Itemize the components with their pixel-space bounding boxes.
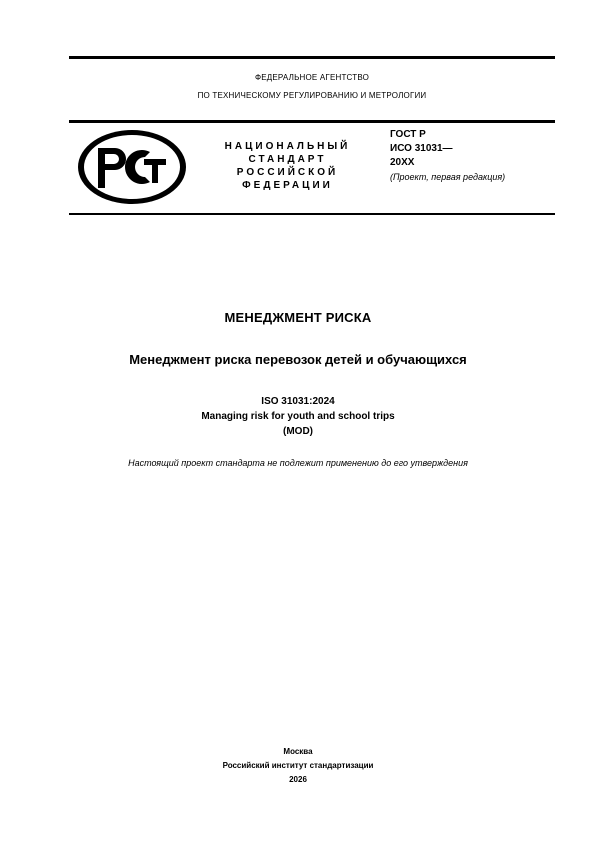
header-bottom-rule [69,213,555,215]
standard-line: РОССИЙСКОЙ [236,167,339,178]
edition-note: (Проект, первая редакция) [390,172,506,182]
publication-footer [0,745,596,787]
document-subtitle: Менеджмент риска перевозок детей и обучающихся [129,352,467,367]
iso-number: ISO 31031:2024 [261,396,335,407]
gost-r-emblem-icon [76,128,188,206]
header-divider [69,120,555,123]
designation-line-3: 20XX [390,157,415,168]
draft-notice: Настоящий проект стандарта не подлежит применению до его утверждения [128,458,468,468]
standard-line: ФЕДЕРАЦИИ [242,180,333,191]
national-standard-block [195,140,380,192]
document-title: МЕНЕДЖМЕНТ РИСКА [224,310,372,325]
iso-modification: (MOD) [283,426,313,437]
footer-year: 2026 [289,775,307,784]
standard-line: НАЦИОНАЛЬНЫЙ [224,141,351,152]
standard-line: СТАНДАРТ [248,154,327,165]
footer-publisher: Российский институт стандартизации [222,761,374,770]
agency-name-line-1: ФЕДЕРАЛЬНОЕ АГЕНТСТВО [254,73,370,82]
designation-line-2: ИСО 31031— [390,143,453,154]
top-rule [69,56,555,59]
designation-line-1: ГОСТ Р [390,129,426,140]
standard-designation [390,128,555,184]
agency-name-line-2: ПО ТЕХНИЧЕСКОМУ РЕГУЛИРОВАНИЮ И МЕТРОЛОГИИ [197,91,427,100]
iso-english-title: Managing risk for youth and school trips [201,411,395,422]
iso-reference [0,394,596,439]
footer-city: Москва [283,747,313,756]
